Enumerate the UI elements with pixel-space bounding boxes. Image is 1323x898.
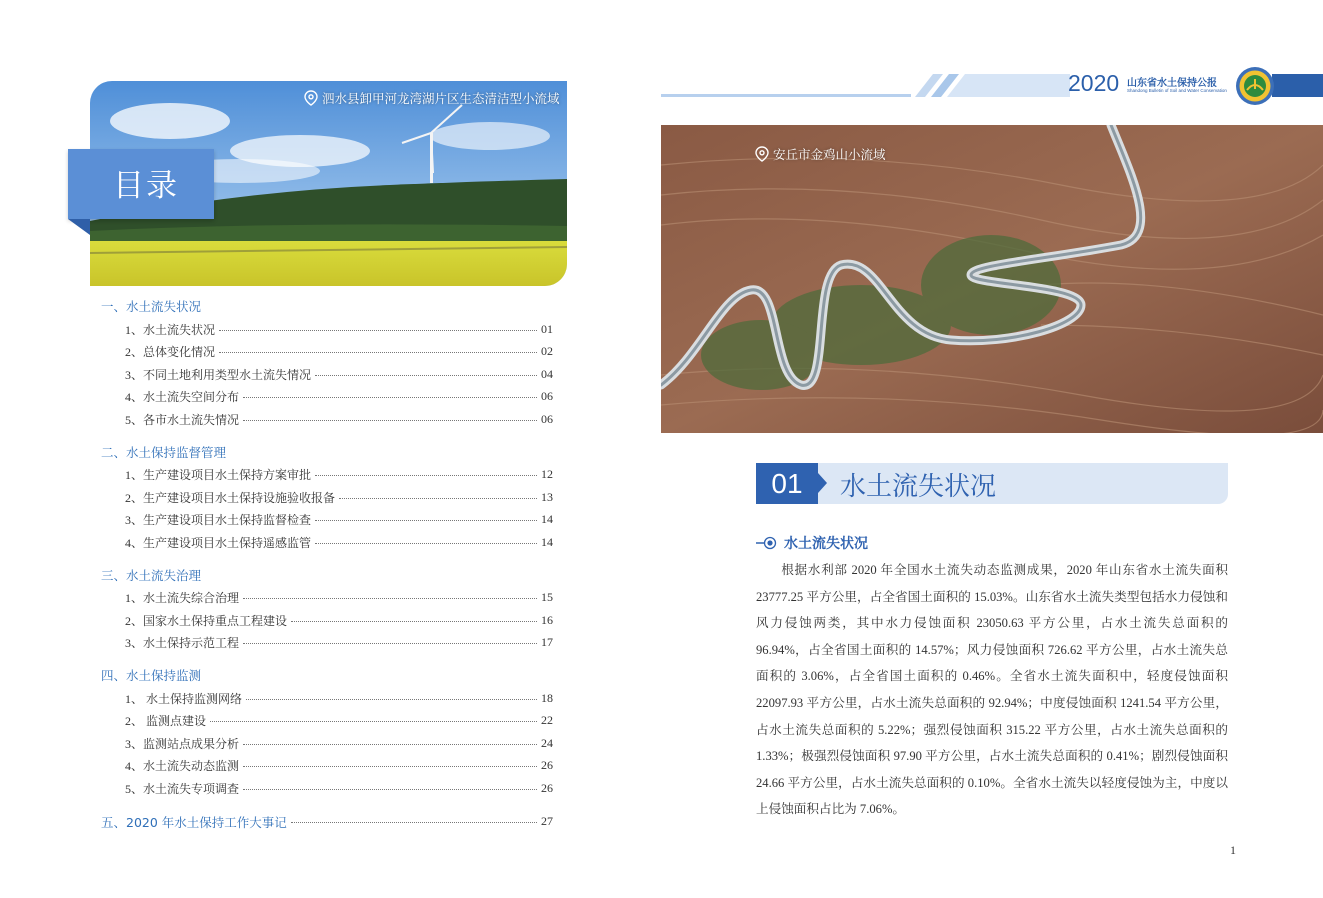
toc-entry-page: 18 xyxy=(541,690,553,705)
toc-entry[interactable] xyxy=(101,486,553,509)
toc-entry-label: 3、生产建设项目水土保持监督检查 xyxy=(125,513,312,528)
toc-entry-label: 3、水土保持示范工程 xyxy=(125,636,240,651)
toc-entry[interactable] xyxy=(101,363,553,386)
toc-entry[interactable] xyxy=(101,609,553,632)
toc-dot-leader xyxy=(315,375,537,376)
toc-section-heading[interactable]: 二、水土保持监督管理 xyxy=(101,444,227,460)
toc-entry[interactable] xyxy=(101,408,553,431)
toc-entry-page: 17 xyxy=(541,635,553,650)
toc-entry-label: 4、水土流失动态监测 xyxy=(125,759,240,774)
toc-entry-page: 06 xyxy=(541,411,553,426)
toc-entry-page: 26 xyxy=(541,780,553,795)
location-pin-icon xyxy=(304,90,318,106)
toc-entry[interactable] xyxy=(101,710,553,733)
toc-entry[interactable] xyxy=(101,531,553,554)
toc-entry-page: 22 xyxy=(541,713,553,728)
photo-location-caption-right xyxy=(755,145,886,163)
toc-gap xyxy=(101,554,553,565)
chapter-arrow-icon xyxy=(818,473,827,493)
toc-entry-page: 06 xyxy=(541,389,553,404)
toc-entry-label: 1、生产建设项目水土保持方案审批 xyxy=(125,468,312,483)
header-subtitle: Shandong Bulletin of Soil and Water Conservation xyxy=(1127,88,1227,93)
toc-dot-leader xyxy=(219,330,537,331)
toc-entry-label: 5、各市水土流失情况 xyxy=(125,412,240,427)
toc-entry-label: 1、 水土保持监测网络 xyxy=(125,691,243,706)
toc-section-heading[interactable]: 四、水土保持监测 xyxy=(101,668,202,683)
header-blue-band xyxy=(1272,74,1323,97)
toc-dot-leader xyxy=(210,721,537,722)
toc-dot-leader xyxy=(315,543,537,544)
toc-dot-leader xyxy=(243,397,537,398)
subsection-title: 水土流失状况 xyxy=(784,536,868,552)
toc-entry-label: 4、水土流失空间分布 xyxy=(125,390,240,405)
toc-dot-leader xyxy=(243,744,537,745)
toc-entry[interactable] xyxy=(101,587,553,610)
toc-gap xyxy=(101,654,553,665)
header-title: 山东省水土保持公报 xyxy=(1127,78,1217,89)
toc-entry-page: 12 xyxy=(541,467,553,482)
toc-section-heading[interactable]: 一、水土流失状况 xyxy=(101,299,202,314)
bulletin-logo-emblem xyxy=(1235,66,1275,106)
toc-dot-leader xyxy=(243,598,537,599)
toc-dot-leader xyxy=(315,475,537,476)
toc-entry[interactable] xyxy=(101,509,553,532)
toc-entry[interactable] xyxy=(101,464,553,487)
toc-dot-leader xyxy=(243,420,537,421)
toc-dot-leader xyxy=(219,352,537,353)
toc-entry-page: 24 xyxy=(541,735,553,750)
bullet-target-icon xyxy=(756,536,778,550)
header-stripes-decoration xyxy=(905,74,1070,98)
toc-entry-page: 27 xyxy=(541,814,553,828)
toc-entry-page: 13 xyxy=(541,489,553,504)
photo-location-text: 泗水县卸甲河龙湾湖片区生态清洁型小流域 xyxy=(322,91,560,106)
body-paragraph: 根据水利部 2020 年全国水土流失动态监测成果，2020 年山东省水土流失面积 23777.25 平方公里，占全省国土面积的 15.03%。山东省水土流失类型包括水力侵蚀和风力侵蚀两类，其中水力侵蚀面积 23050.63 平方公里，占水土流失总面积的 96.94%，占全省国土面积的 14.57%；风力侵蚀面积 726.62 平方公里，占水土流失总面积的 3.06%，占全省国土面积的 0.46%。全省水土流失面积中，轻度侵蚀面积 22097.93 平方公里，占水土流失总面积的 92.94%；中度侵蚀面积 1241.54 平方公里，占水土流失总面积的 5.22%；强烈侵蚀面积 315.22 平方公里，占水土流失总面积的 1.33%；极强烈侵蚀面积 97.90 平方公里，占水土流失总面积的 0.41%；剧烈侵蚀面积 24.66 平方公里，占水土流失总面积的 0.10%。全省水土流失以轻度侵蚀为主，中度以上侵蚀面积占比为 7.06%。 xyxy=(756,563,1228,817)
toc-entry[interactable] xyxy=(101,777,553,800)
toc-entry-page: 16 xyxy=(541,612,553,627)
table-of-contents xyxy=(101,296,553,833)
toc-dot-leader xyxy=(243,789,537,790)
toc-gap xyxy=(101,800,553,811)
toc-tab-fold xyxy=(68,219,90,235)
toc-entry-page: 01 xyxy=(541,321,553,336)
toc-title: 目录 xyxy=(113,168,179,204)
toc-entry-page: 04 xyxy=(541,366,553,381)
toc-dot-leader xyxy=(243,766,537,767)
chapter-title: 水土流失状况 xyxy=(840,472,997,502)
toc-entry[interactable] xyxy=(101,632,553,655)
toc-dot-leader xyxy=(291,621,537,622)
toc-entry[interactable] xyxy=(101,386,553,409)
photo-location-caption xyxy=(304,89,560,107)
toc-entry-page: 02 xyxy=(541,344,553,359)
toc-entry-page: 14 xyxy=(541,534,553,549)
toc-entry-label: 1、水土流失综合治理 xyxy=(125,591,240,606)
toc-entry-label: 2、 监测点建设 xyxy=(125,714,207,729)
aerial-terrace-photo xyxy=(661,125,1323,433)
toc-dot-leader xyxy=(243,643,537,644)
toc-entry-label: 3、监测站点成果分析 xyxy=(125,736,240,751)
toc-entry-label: 5、水土流失专项调查 xyxy=(125,781,240,796)
toc-entry-label: 2、生产建设项目水土保持设施验收报备 xyxy=(125,490,336,505)
toc-entry-label: 2、总体变化情况 xyxy=(125,345,216,360)
toc-entry-label: 4、生产建设项目水土保持遥感监管 xyxy=(125,535,312,550)
toc-dot-leader xyxy=(315,520,537,521)
toc-entry-page: 26 xyxy=(541,758,553,773)
toc-entry[interactable] xyxy=(101,687,553,710)
toc-entry-label: 2、国家水土保持重点工程建设 xyxy=(125,613,288,628)
photo-location-text-right: 安丘市金鸡山小流域 xyxy=(773,147,886,162)
header-rule xyxy=(661,94,911,97)
chapter-number: 01 xyxy=(756,463,818,504)
toc-dot-leader xyxy=(339,498,537,499)
toc-entry[interactable] xyxy=(101,341,553,364)
toc-entry-page: 14 xyxy=(541,512,553,527)
toc-section-heading-label: 五、2020 年水土保持工作大事记 xyxy=(101,814,287,830)
subsection-heading xyxy=(756,533,868,553)
toc-entry-label: 3、不同土地利用类型水土流失情况 xyxy=(125,367,312,382)
toc-entry[interactable] xyxy=(101,318,553,341)
toc-entry-page: 15 xyxy=(541,590,553,605)
toc-section-heading[interactable]: 三、水土流失治理 xyxy=(101,567,202,583)
location-pin-icon xyxy=(755,146,769,162)
toc-entry-label: 1、水土流失状况 xyxy=(125,322,216,337)
toc-dot-leader xyxy=(291,822,537,823)
page-number: 1 xyxy=(1230,843,1236,857)
toc-gap xyxy=(101,431,553,442)
header-year: 2020 xyxy=(1068,70,1120,96)
toc-entry[interactable] xyxy=(101,732,553,755)
toc-section-heading-with-page[interactable] xyxy=(101,811,553,833)
toc-entry[interactable] xyxy=(101,755,553,778)
toc-dot-leader xyxy=(246,699,537,700)
